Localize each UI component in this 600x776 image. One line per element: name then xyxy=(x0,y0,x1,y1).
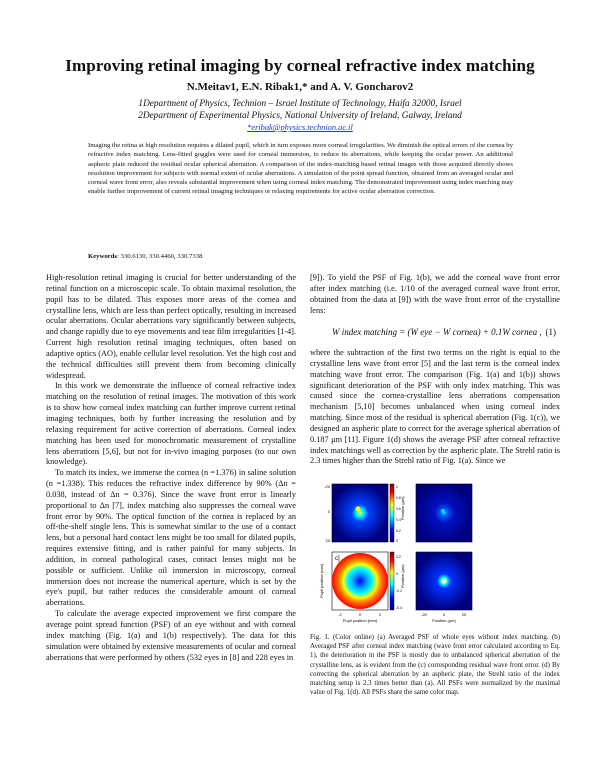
panel-c-xtick: 0 xyxy=(358,612,362,617)
panel-c-xtick: 2 xyxy=(378,612,382,617)
panel-c xyxy=(319,552,388,623)
equation-1 xyxy=(332,327,562,337)
figure-1-caption: Fig. 1. (Color online) (a) Averaged PSF of whole eyes without index matching. (b) Averaged PSF after corneal index matching (wave front error calculated according to Eq. 1), the deterioration in the PSF is mostly due to unbalanced spherical aberration of the crystalline lens, as is evident from the (c) corresponding residual wave front error. (d) By correcting the spherical aberration by an aspheric plate, the Strehl ratio of the index matching setup is 2.3 times better than (a). All PSFs were normalized by the maximal value of Fig. 1(d). All PSFs share the same color map. xyxy=(310,634,560,697)
colorbar-psf-tick: 0.2 xyxy=(396,529,401,533)
left-column xyxy=(46,273,296,663)
paper-title: Improving retinal imaging by corneal refractive index matching xyxy=(65,56,535,75)
panel-b-ylabel: Position (μm) xyxy=(400,496,405,520)
right-column-middle xyxy=(310,348,560,467)
affiliation-1: 1Department of Physics, Technion – Israel Institute of Technology, Haifa 32000, Israel xyxy=(138,99,462,109)
panel-d-xtick: 0 xyxy=(442,612,446,617)
panel-c-xtick: -2 xyxy=(338,612,342,617)
colorbar-wavefront-tick: -0.2 xyxy=(396,589,403,593)
panel-a-image xyxy=(332,484,388,542)
colorbar-wavefront-bar xyxy=(390,552,394,610)
colorbar-psf-tick: 0.4 xyxy=(396,518,401,522)
panel-c-ylabel: Pupil position (mm) xyxy=(319,563,324,598)
panel-c-label: c] xyxy=(335,556,340,562)
keywords-values: : 330.6130, 330.4460, 330.7338 xyxy=(116,253,203,260)
colorbar-psf-tick: 0 xyxy=(396,539,398,543)
colorbar-psf-bar xyxy=(390,484,394,542)
abstract: Imaging the retina at high resolution requires a dilated pupil, which in turn exposes more corneal irregularities. We diminish the optical errors of the cornea by refractive index matching. Lens-fitted goggles were used for corneal immersion, to reduce its aberrations, while keeping the ocular power. An additional aspheric plate reduced the residual ocular spherical aberration. A comparison of the index-matching based retinal images with those acquired directly shows resolution improvement for subjects with normal extent of ocular aberrations. A simulation of the point spread function, obtained from an averaged ocular and corneal wave front error, also reveals substantial improvement when using corneal index matching. The demonstrated improvement using index matching may enable further improvement of current retinal imaging techniques or relaxing requirements for active ocular aberration correction. xyxy=(88,142,513,196)
keywords xyxy=(88,253,513,260)
figure-1 xyxy=(318,480,478,632)
colorbar-wavefront-tick: 0.2 xyxy=(396,555,401,559)
panel-d-xlabel: Position (μm) xyxy=(432,618,456,623)
panel-a-ytick: -20 xyxy=(324,484,330,489)
colorbar-psf-tick: 0.8 xyxy=(396,496,401,500)
colorbar-wavefront-tick: -0.4 xyxy=(396,606,403,610)
panel-b-image xyxy=(416,484,472,542)
panel-d-xtick: 20 xyxy=(461,612,467,617)
panel-d-xtick: -20 xyxy=(421,612,427,617)
panel-a xyxy=(324,484,388,543)
colorbar-psf-tick: 0.6 xyxy=(396,507,401,511)
figure-1-svg xyxy=(318,480,478,632)
colorbar-psf-tick: 1 xyxy=(396,485,398,489)
colorbar-wavefront-tick: 0 xyxy=(396,572,398,576)
paragraph: High-resolution retinal imaging is crucial for better understanding of the retinal function on a microscopic scale. To obtain maximal resolution, the pupil has to be dilated. This exposes more areas of the cornea and crystalline lens, which are less than perfect optically, resulting in increased ocular aberrations. Ocular aberrations vary significantly between subjects, and change rapidly due to eye movements and tear film irregularities [1-4]. Current high resolution retinal imaging techniques, often based on adaptive optics (AO), enable cellular level resolution. Yet the high cost and the technical difficulties still prevent them from becoming clinically widespread. xyxy=(46,273,296,380)
panel-d-ylabel: Position (μm) xyxy=(400,564,405,588)
corresponding-email-link[interactable]: *eribak@physics.technion.ac.il xyxy=(247,123,353,132)
equation-body: W index matching = (W eye − W cornea) + 0.1W cornea , xyxy=(332,327,542,337)
panel-d xyxy=(400,552,472,623)
paragraph: where the subtraction of the first two terms on the right is equal to the crystalline lens wave front error [5] and the last term is the corneal index matching wave front error. The comparison (Fig. 1(a) and 1(b)) shows significant deterioration of the PSF with only index matching. This was caused since the cornea-crystalline lens aberrations compensation mechanism [5,10] becomes unbalanced when using corneal index matching. Since most of the residual is spherical aberration (Fig. 1(c)), we designed an aspheric plate to correct for the average spherical aberration of 0.187 μm [11]. Figure 1(d) shows the average PSF after corneal refractive index matchings well as correction by the aspheric plate. The Strehl ratio is 2.3 times higher than the Strehl ratio of Fig. 1(a). Since we xyxy=(310,348,560,466)
panel-a-ytick: 20 xyxy=(325,538,330,543)
paragraph: To calculate the average expected improvement we first compare the average point spread function (PSF) of an eye without and with corneal index matching (Fig. 1(a) and 1(b) respectively). The data for this simulation were obtained by extensive measurements of ocular and corneal aberrations that were performed by others (532 eyes in [8] and 228 eyes in xyxy=(46,609,296,662)
paragraph: To match its index, we immerse the cornea (n =1.376) in saline solution (n =1.338). This reduces the refractive index difference by 90% (Δn = 0.038, instead of Δn = 0.376). Since the wave front error is linearly proportional to Δn [7], index matching also suppresses the corneal wave front error by 90%. The optical function of the cornea is replaced by an off-the-shelf single lens. This is somewhat similar to the use of a contact lens, but a personal hard contact lens might be too small for dilated pupils, requires extensive fitting, and is rather painful for many subjects. In addition, in corneal pathological cases, contact lenses might not be possible or sufficient. Unlike oil immersion in microscopy, corneal immersion does not increase the numerical aperture, which is set by the eye's pupil, but rather reduces the considerable amount of corneal aberrations. xyxy=(46,468,296,608)
panel-c-wavefront xyxy=(332,553,388,609)
equation-number: (1) xyxy=(545,327,556,337)
panel-b xyxy=(400,484,472,542)
panel-d-label: d] xyxy=(457,556,463,562)
paragraph: In this work we demonstrate the influence of corneal refractive index matching on the resolution of retinal images. The motivation of this work is to show how corneal index matching can further improve current retinal imaging techniques, both by further increasing the resolution and by relaxing requirement for active correction of aberrations. Corneal index matching has been used for monochromatic measurement of crystalline lens aberrations [5,6], but not for in-vivo imaging purposes (to our own knowledge). xyxy=(46,381,296,467)
panel-b-peak xyxy=(441,509,445,513)
panel-c-xlabel: Pupil position (mm) xyxy=(342,618,378,623)
affiliation-2: 2Department of Experimental Physics, National University of Ireland, Galway, Ireland xyxy=(138,111,462,121)
paragraph: [9]). To yield the PSF of Fig. 1(b), we add the corneal wave front error after index matching (i.e. 1/10 of the averaged corneal wave front error, obtained from the data at [9]) with the wave front error of the crystalline lens: xyxy=(310,273,560,315)
keywords-label: Keywords xyxy=(88,253,117,260)
panel-a-peak xyxy=(356,507,361,512)
panel-a-label: a] xyxy=(335,488,341,494)
paper-authors: N.Meitav1, E.N. Ribak1,* and A. V. Goncharov2 xyxy=(186,81,414,93)
panel-b-label: b] xyxy=(457,488,463,494)
right-column-top xyxy=(310,273,560,316)
panel-a-ytick: 0 xyxy=(327,509,330,514)
panel-d-peak xyxy=(442,579,446,583)
